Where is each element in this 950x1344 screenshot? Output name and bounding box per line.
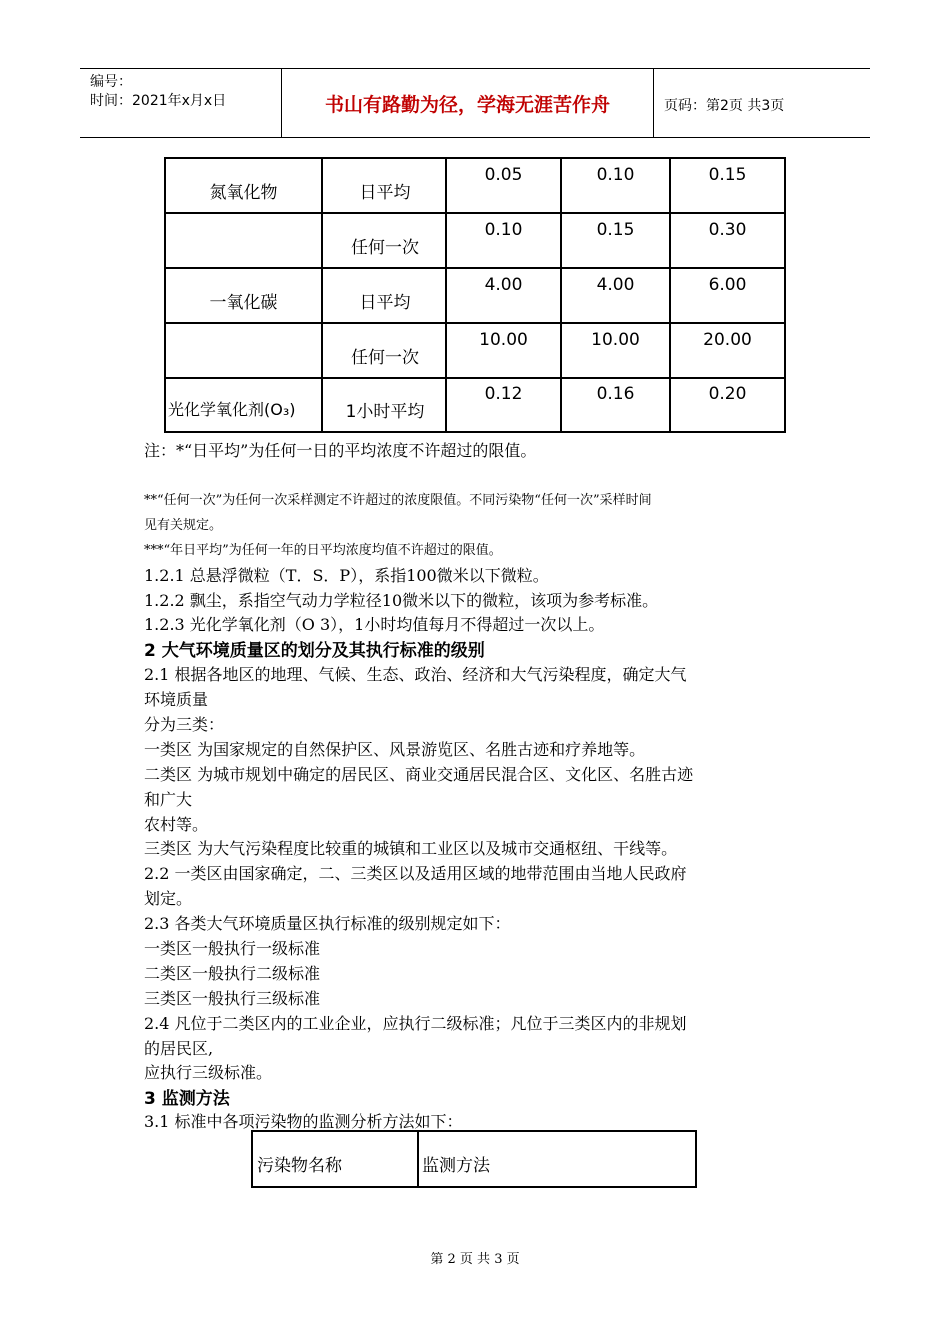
header-divider (653, 69, 654, 137)
pollutant-name: 光化学氧化剂(O₃) (168, 400, 296, 419)
limit-value-grade3: 0.30 (708, 220, 747, 240)
column-header-pollutant: 污染物名称 (257, 1156, 342, 1176)
body-line: 和广大 (144, 790, 193, 809)
body-line: 三类区一般执行三级标准 (144, 989, 321, 1008)
section-heading: 3 监测方法 (144, 1089, 230, 1109)
header-meta (90, 73, 226, 111)
limit-value-grade1: 0.12 (484, 384, 523, 404)
limit-value-grade1: 10.00 (479, 330, 528, 350)
limit-value-grade1: 4.00 (484, 275, 523, 295)
body-line: 1.2.2 飘尘，系指空气动力学粒径10微米以下的微粒，该项为参考标准。 (144, 591, 659, 610)
date-label: 时间：2021年x月x日 (90, 93, 227, 109)
averaging-period: 1小时平均 (345, 402, 425, 422)
body-line: 2.4 凡位于二类区内的工业企业，应执行二级标准；凡位于三类区内的非规划 (144, 1014, 687, 1033)
pollutant-limits-table (164, 157, 786, 433)
limit-value-grade2: 0.15 (596, 220, 635, 240)
table-row-divider (166, 377, 784, 379)
limit-value-grade2: 0.10 (596, 165, 635, 185)
limit-value-grade1: 0.10 (484, 220, 523, 240)
body-line: 1.2.1 总悬浮微粒（T．S．P），系指100微米以下微粒。 (144, 566, 549, 585)
body-line: 2.1 根据各地区的地理、气候、生态、政治、经济和大气污染程度，确定大气 (144, 665, 687, 684)
limit-value-grade1: 0.05 (484, 165, 523, 185)
limit-value-grade2: 10.00 (591, 330, 640, 350)
body-line: 三类区 为大气污染程度比较重的城镇和工业区以及城市交通枢纽、干线等。 (144, 839, 678, 858)
section-heading: 2 大气环境质量区的划分及其执行标准的级别 (144, 641, 485, 661)
averaging-period: 任何一次 (351, 238, 419, 258)
note-annual-average: ***“年日平均”为任何一年的日平均浓度均值不许超过的限值。 (144, 543, 502, 558)
body-line: 2.3 各类大气环境质量区执行标准的级别规定如下： (144, 914, 511, 933)
table-row-divider (166, 267, 784, 269)
number-label: 编号： (90, 74, 132, 90)
averaging-period: 日平均 (359, 293, 411, 313)
limit-value-grade3: 20.00 (703, 330, 752, 350)
averaging-period: 任何一次 (351, 348, 419, 368)
table-row-divider (166, 212, 784, 214)
body-line: 农村等。 (144, 815, 209, 834)
limit-value-grade2: 0.16 (596, 384, 635, 404)
monitoring-methods-table (251, 1130, 697, 1188)
limit-value-grade2: 4.00 (596, 275, 635, 295)
note-any-sample-cont: 见有关规定。 (144, 518, 223, 533)
page-header (80, 68, 870, 138)
limit-value-grade3: 0.15 (708, 165, 747, 185)
body-line: 的居民区, (144, 1039, 214, 1058)
table-row-divider (166, 322, 784, 324)
body-line: 二类区一般执行二级标准 (144, 964, 321, 983)
body-line: 二类区 为城市规划中确定的居民区、商业交通居民混合区、文化区、名胜古迹 (144, 765, 694, 784)
limit-value-grade3: 6.00 (708, 275, 747, 295)
body-line: 3.1 标准中各项污染物的监测分析方法如下： (144, 1112, 463, 1131)
body-line: 环境质量 (144, 690, 209, 709)
page-footer: 第 2 页 共 3 页 (430, 1252, 520, 1267)
body-line: 1.2.3 光化学氧化剂（O 3），1小时均值每月不得超过一次以上。 (144, 615, 605, 634)
body-line: 一类区 为国家规定的自然保护区、风景游览区、名胜古迹和疗养地等。 (144, 740, 646, 759)
table-column-divider (417, 1132, 419, 1186)
limit-value-grade3: 0.20 (708, 384, 747, 404)
note-daily-average: 注：*“日平均”为任何一日的平均浓度不许超过的限值。 (144, 441, 537, 460)
body-line: 应执行三级标准。 (144, 1063, 273, 1082)
header-page-label: 页码：第2页 共3页 (664, 98, 785, 114)
averaging-period: 日平均 (359, 183, 411, 203)
pollutant-name: 一氧化碳 (209, 293, 278, 313)
body-line: 划定。 (144, 889, 193, 908)
note-any-sample: **“任何一次”为任何一次采样测定不许超过的浓度限值。不同污染物“任何一次”采样时间 (144, 493, 652, 508)
column-header-method: 监测方法 (422, 1156, 490, 1176)
body-line: 2.2 一类区由国家确定，二、三类区以及适用区域的地带范围由当地人民政府 (144, 864, 687, 883)
body-line: 分为三类： (144, 715, 225, 734)
header-motto: 书山有路勤为径，学海无涯苦作舟 (324, 93, 610, 116)
body-line: 一类区一般执行一级标准 (144, 939, 321, 958)
pollutant-name: 氮氧化物 (209, 183, 278, 203)
